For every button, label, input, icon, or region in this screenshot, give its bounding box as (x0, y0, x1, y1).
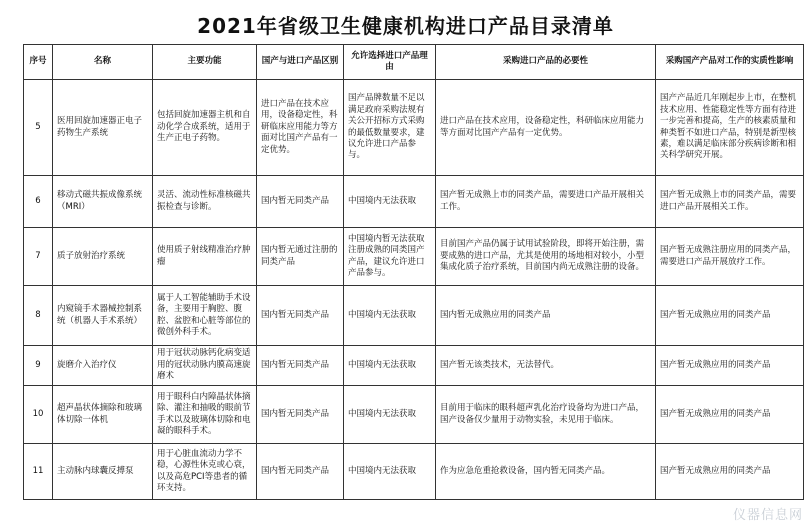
document-title: 2021年省级卫生健康机构进口产品目录清单 (197, 14, 614, 38)
cell-function: 用于眼科白内障晶状体摘除、灌注和抽吸的眼前节手术以及玻璃体切除和电凝的眼科手术。 (153, 386, 257, 444)
cell-no: 10 (24, 386, 53, 444)
cell-reason: 中国境内无法获取 (344, 444, 436, 500)
table-header-row (24, 45, 804, 80)
cell-name: 质子放射治疗系统 (53, 228, 153, 286)
cell-difference: 国内暂无同类产品 (257, 176, 344, 228)
cell-reason: 中国境内暂无法获取注册成熟的同类国产产品，建议允许进口产品参与。 (344, 228, 436, 286)
cell-reason: 中国境内无法获取 (344, 176, 436, 228)
cell-name: 旋磨介入治疗仪 (53, 346, 153, 386)
table-row (24, 386, 804, 444)
table-row (24, 176, 804, 228)
cell-impact: 国产暂无成熟应用的同类产品 (656, 386, 804, 444)
cell-necessity: 进口产品在技术应用，设备稳定性，科研临床应用能力等方面对比国产产品有一定优势。 (436, 80, 656, 176)
cell-name: 医用回旋加速器正电子药物生产系统 (53, 80, 153, 176)
cell-difference: 国内暂无通过注册的同类产品 (257, 228, 344, 286)
cell-impact: 国产暂无成熟应用的同类产品 (656, 444, 804, 500)
table-row (24, 346, 804, 386)
cell-name: 主动脉内球囊反搏泵 (53, 444, 153, 500)
header-no: 序号 (24, 45, 53, 80)
cell-necessity: 目前用于临床的眼科超声乳化治疗设备均为进口产品，国产设备仅少量用于动物实验，未见用于临床。 (436, 386, 656, 444)
cell-name: 移动式磁共振成像系统（MRI） (53, 176, 153, 228)
cell-impact: 国产暂无成熟注册应用的同类产品，需要进口产品开展放疗工作。 (656, 228, 804, 286)
cell-no: 7 (24, 228, 53, 286)
cell-function: 灵活、流动性标准核磁共振检查与诊断。 (153, 176, 257, 228)
cell-impact: 国产产品近几年刚起步上市，在整机技术应用、性能稳定性等方面有待进一步完善和提高，生产的核素质量和种类暂不如进口产品，特别是新型核素，难以满足临床部分疾病诊断和相关科学研究开展。 (656, 80, 804, 176)
cell-reason: 国产品牌数量不足以满足政府采购法规有关公开招标方式采购的最低数量要求，建议允许进口产品参与。 (344, 80, 436, 176)
header-name: 名称 (53, 45, 153, 80)
cell-impact: 国产暂无成熟应用的同类产品 (656, 346, 804, 386)
cell-function: 用于心脏血流动力学不稳，心源性休克或心衰，以及高危PCI等患者的循环支持。 (153, 444, 257, 500)
cell-no: 11 (24, 444, 53, 500)
table-row (24, 228, 804, 286)
cell-difference: 进口产品在技术应用，设备稳定性，科研临床应用能力等方面对比国产产品有一定优势。 (257, 80, 344, 176)
header-impact: 采购国产产品对工作的实质性影响 (656, 45, 804, 80)
cell-no: 9 (24, 346, 53, 386)
cell-difference: 国内暂无同类产品 (257, 286, 344, 346)
cell-difference: 国内暂无同类产品 (257, 444, 344, 500)
cell-impact: 国产暂无成熟上市的同类产品，需要进口产品开展相关工作。 (656, 176, 804, 228)
cell-no: 6 (24, 176, 53, 228)
cell-necessity: 国内暂无成熟应用的同类产品 (436, 286, 656, 346)
product-table (23, 44, 804, 500)
table-row (24, 80, 804, 176)
cell-no: 8 (24, 286, 53, 346)
table-row (24, 444, 804, 500)
cell-reason: 中国境内无法获取 (344, 286, 436, 346)
cell-name: 超声晶状体摘除和玻璃体切除一体机 (53, 386, 153, 444)
cell-no: 5 (24, 80, 53, 176)
cell-impact: 国产暂无成熟应用的同类产品 (656, 286, 804, 346)
header-function: 主要功能 (153, 45, 257, 80)
cell-function: 使用质子射线精准治疗肿瘤 (153, 228, 257, 286)
header-reason: 允许选择进口产品理由 (344, 45, 436, 80)
cell-reason: 中国境内无法获取 (344, 386, 436, 444)
cell-difference: 国内暂无同类产品 (257, 386, 344, 444)
header-necessity: 采购进口产品的必要性 (436, 45, 656, 80)
cell-function: 属于人工智能辅助手术设备，主要用于胸腔、腹腔、盆腔和心脏等部位的微创外科手术。 (153, 286, 257, 346)
cell-function: 用于冠状动脉钙化病变适用的冠状动脉内膜高速旋磨术 (153, 346, 257, 386)
cell-difference: 国内暂无同类产品 (257, 346, 344, 386)
watermark-logo: 仪器信息网 (732, 508, 803, 523)
cell-necessity: 作为应急危重抢救设备，国内暂无同类产品。 (436, 444, 656, 500)
cell-necessity: 目前国产产品仍属于试用试验阶段，即将开始注册，需要成熟的进口产品，尤其是使用的场地相对较小，小型集成化质子治疗系统，目前国内尚无成熟注册的设备。 (436, 228, 656, 286)
cell-function: 包括回旋加速器主机和自动化学合成系统，适用于生产正电子药物。 (153, 80, 257, 176)
cell-necessity: 国产暂无成熟上市的同类产品，需要进口产品开展相关工作。 (436, 176, 656, 228)
cell-necessity: 国产暂无该类技术，无法替代。 (436, 346, 656, 386)
cell-reason: 中国境内无法获取 (344, 346, 436, 386)
header-difference: 国产与进口产品区别 (257, 45, 344, 80)
table-row (24, 286, 804, 346)
cell-name: 内窥镜手术器械控制系统（机器人手术系统） (53, 286, 153, 346)
